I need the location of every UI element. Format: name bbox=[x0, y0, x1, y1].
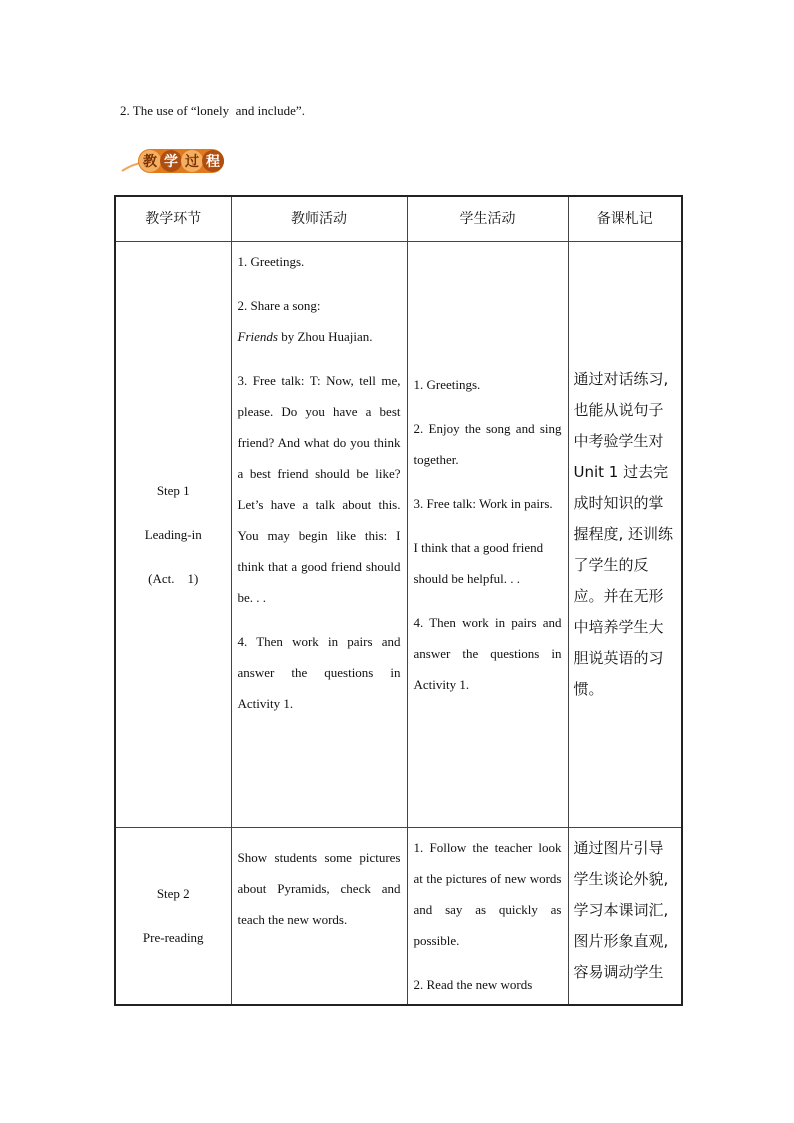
header-teacher-activity: 教师活动 bbox=[231, 196, 407, 242]
step2-student-cell bbox=[407, 828, 568, 1006]
section-banner bbox=[120, 145, 230, 177]
student-pair-work: 4. Then work in pairs and answer the questions in Activity 1. bbox=[413, 615, 562, 692]
teacher-free-talk: 3. Free talk: T: Now, tell me, please. Do you have a best friend? And what do you think a best friend should be like? Let’s have a talk about this. You may begin like this: I think that a good friend should be. . . bbox=[237, 373, 401, 605]
header-student-activity: 学生活动 bbox=[407, 196, 568, 242]
banner-char-2: 学 bbox=[164, 154, 178, 170]
share-song-label: 2. Share a song: bbox=[237, 298, 321, 313]
step1-activity: (Act. 1) bbox=[148, 570, 199, 586]
student-follow-teacher: 1. Follow the teacher look at the pictures of new words and say as quickly as possible. bbox=[413, 840, 562, 948]
step2-cell bbox=[115, 828, 231, 1006]
lesson-table bbox=[114, 195, 683, 1006]
step2-notes-cell bbox=[568, 828, 682, 1006]
header-notes: 备课札记 bbox=[568, 196, 682, 242]
teacher-greetings: 1. Greetings. bbox=[237, 254, 305, 269]
step1-cell bbox=[115, 242, 231, 828]
teacher-pair-work: 4. Then work in pairs and answer the questions in Activity 1. bbox=[237, 634, 401, 711]
intro-line: 2. The use of “lonely and include”. bbox=[120, 103, 305, 118]
table-row-step1 bbox=[115, 242, 682, 828]
step2-name: Pre-reading bbox=[142, 930, 204, 945]
step1-notes-cell bbox=[568, 242, 682, 828]
step1-notes: 通过对话练习,也能从说句子中考验学生对 Unit 1 过去完成时知识的掌握程度, 还训练了学生的反应。并在无形中培养学生大胆说英语的习惯。 bbox=[573, 370, 674, 698]
step2-title: Step 2 bbox=[156, 886, 190, 901]
step1-teacher-cell bbox=[231, 242, 407, 828]
student-free-talk: 3. Free talk: Work in pairs. bbox=[413, 496, 553, 511]
table-row-step2 bbox=[115, 828, 682, 1006]
banner-char-3: 过 bbox=[185, 154, 199, 170]
step2-notes: 通过图片引导学生谈论外貌,学习本课词汇,图片形象直观,容易调动学生 bbox=[573, 839, 669, 981]
song-title: Friends bbox=[237, 329, 278, 344]
step1-name: Leading-in bbox=[144, 526, 202, 542]
step2-teacher-text: Show students some pictures about Pyramids, check and teach the new words. bbox=[237, 850, 401, 927]
table-header-row bbox=[115, 196, 682, 242]
student-read-words: 2. Read the new words bbox=[413, 977, 533, 992]
student-enjoy-song: 2. Enjoy the song and sing together. bbox=[413, 421, 562, 467]
step1-student-cell bbox=[407, 242, 568, 828]
student-example: I think that a good friend should be helpful. . . bbox=[413, 540, 544, 586]
teacher-share-song bbox=[238, 290, 401, 352]
header-stage: 教学环节 bbox=[115, 196, 231, 242]
student-greetings: 1. Greetings. bbox=[413, 377, 481, 392]
song-artist: by Zhou Huajian. bbox=[277, 329, 373, 344]
step1-title: Step 1 bbox=[156, 482, 190, 498]
step2-teacher-cell bbox=[231, 828, 407, 1006]
banner-char-4: 程 bbox=[206, 154, 220, 170]
banner-char-1: 教 bbox=[143, 154, 157, 170]
